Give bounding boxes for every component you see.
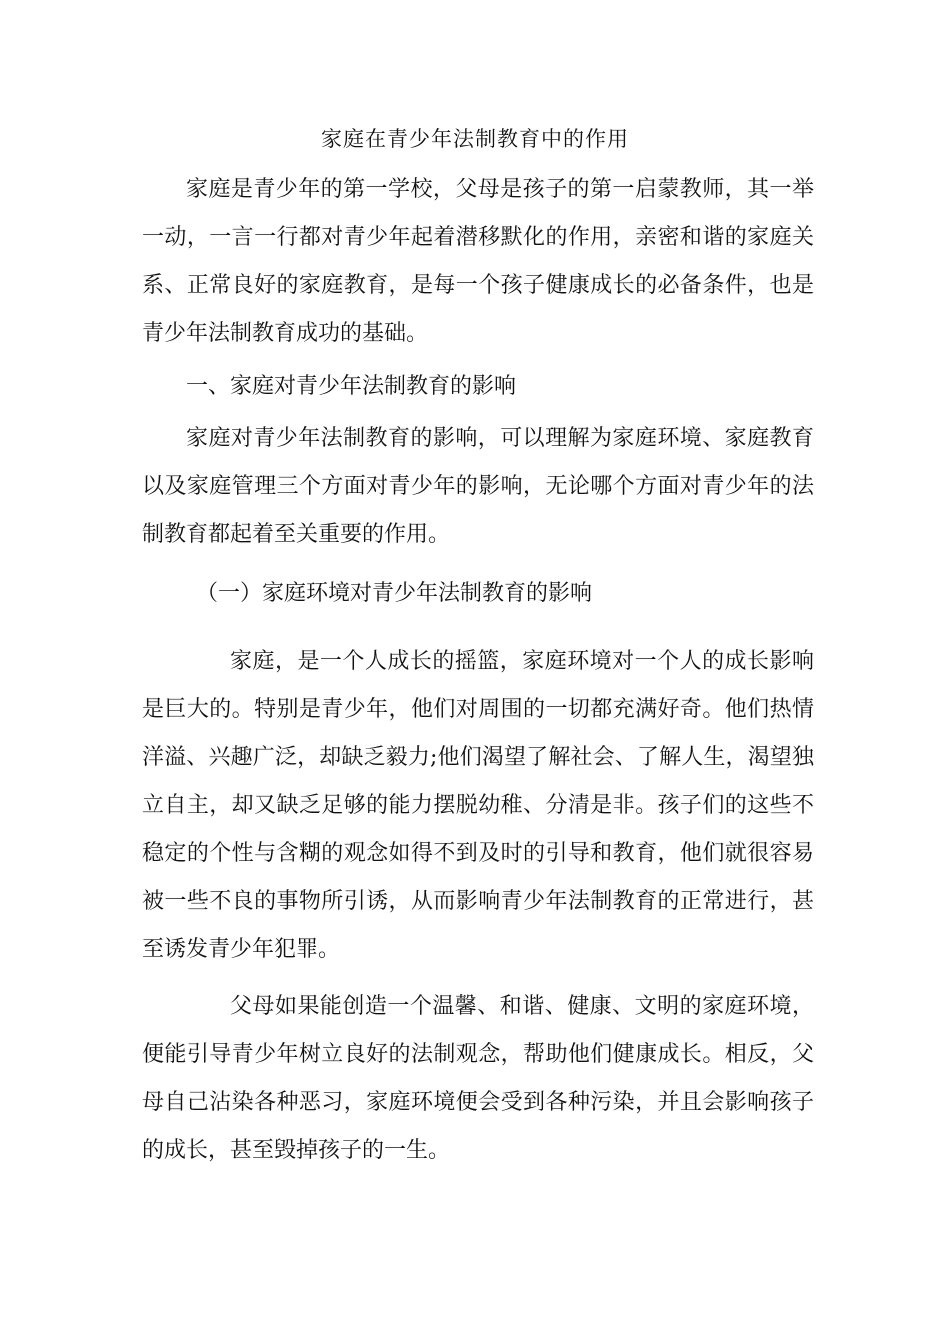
- paragraph-intro: 家庭是青少年的第一学校，父母是孩子的第一启蒙教师，其一举一动，一言一行都对青少年起着潜移默化的作用，亲密和谐的家庭关系、正常良好的家庭教育，是每一个孩子健康成长的必备条件，也是青少年法制教育成功的基础。: [142, 177, 814, 346]
- document-title: 家庭在青少年法制教育中的作用: [321, 127, 629, 151]
- paragraph-section-1: 家庭对青少年法制教育的影响，可以理解为家庭环境、家庭教育以及家庭管理三个方面对青少年的影响，无论哪个方面对青少年的法制教育都起着至关重要的作用。: [142, 426, 814, 547]
- paragraph-family-environment: 家庭，是一个人成长的摇篮，家庭环境对一个人的成长影响是巨大的。特别是青少年，他们对周围的一切都充满好奇。他们热情洋溢、兴趣广泛，却缺乏毅力;他们渴望了解社会、了解人生，渴望独立自主，却又缺乏足够的能力摆脱幼稚、分清是非。孩子们的这些不稳定的个性与含糊的观念如得不到及时的引导和教育，他们就很容易被一些不良的事物所引诱，从而影响青少年法制教育的正常进行，甚至诱发青少年犯罪。: [142, 649, 814, 962]
- paragraph-parents-role: 父母如果能创造一个温馨、和谐、健康、文明的家庭环境，便能引导青少年树立良好的法制观念，帮助他们健康成长。相反，父母自己沾染各种恶习，家庭环境便会受到各种污染，并且会影响孩子的成长，甚至毁掉孩子的一生。: [142, 994, 814, 1163]
- section-heading-1: 一、家庭对青少年法制教育的影响: [186, 374, 517, 399]
- subsection-heading-1: （一）家庭环境对青少年法制教育的影响: [196, 581, 593, 606]
